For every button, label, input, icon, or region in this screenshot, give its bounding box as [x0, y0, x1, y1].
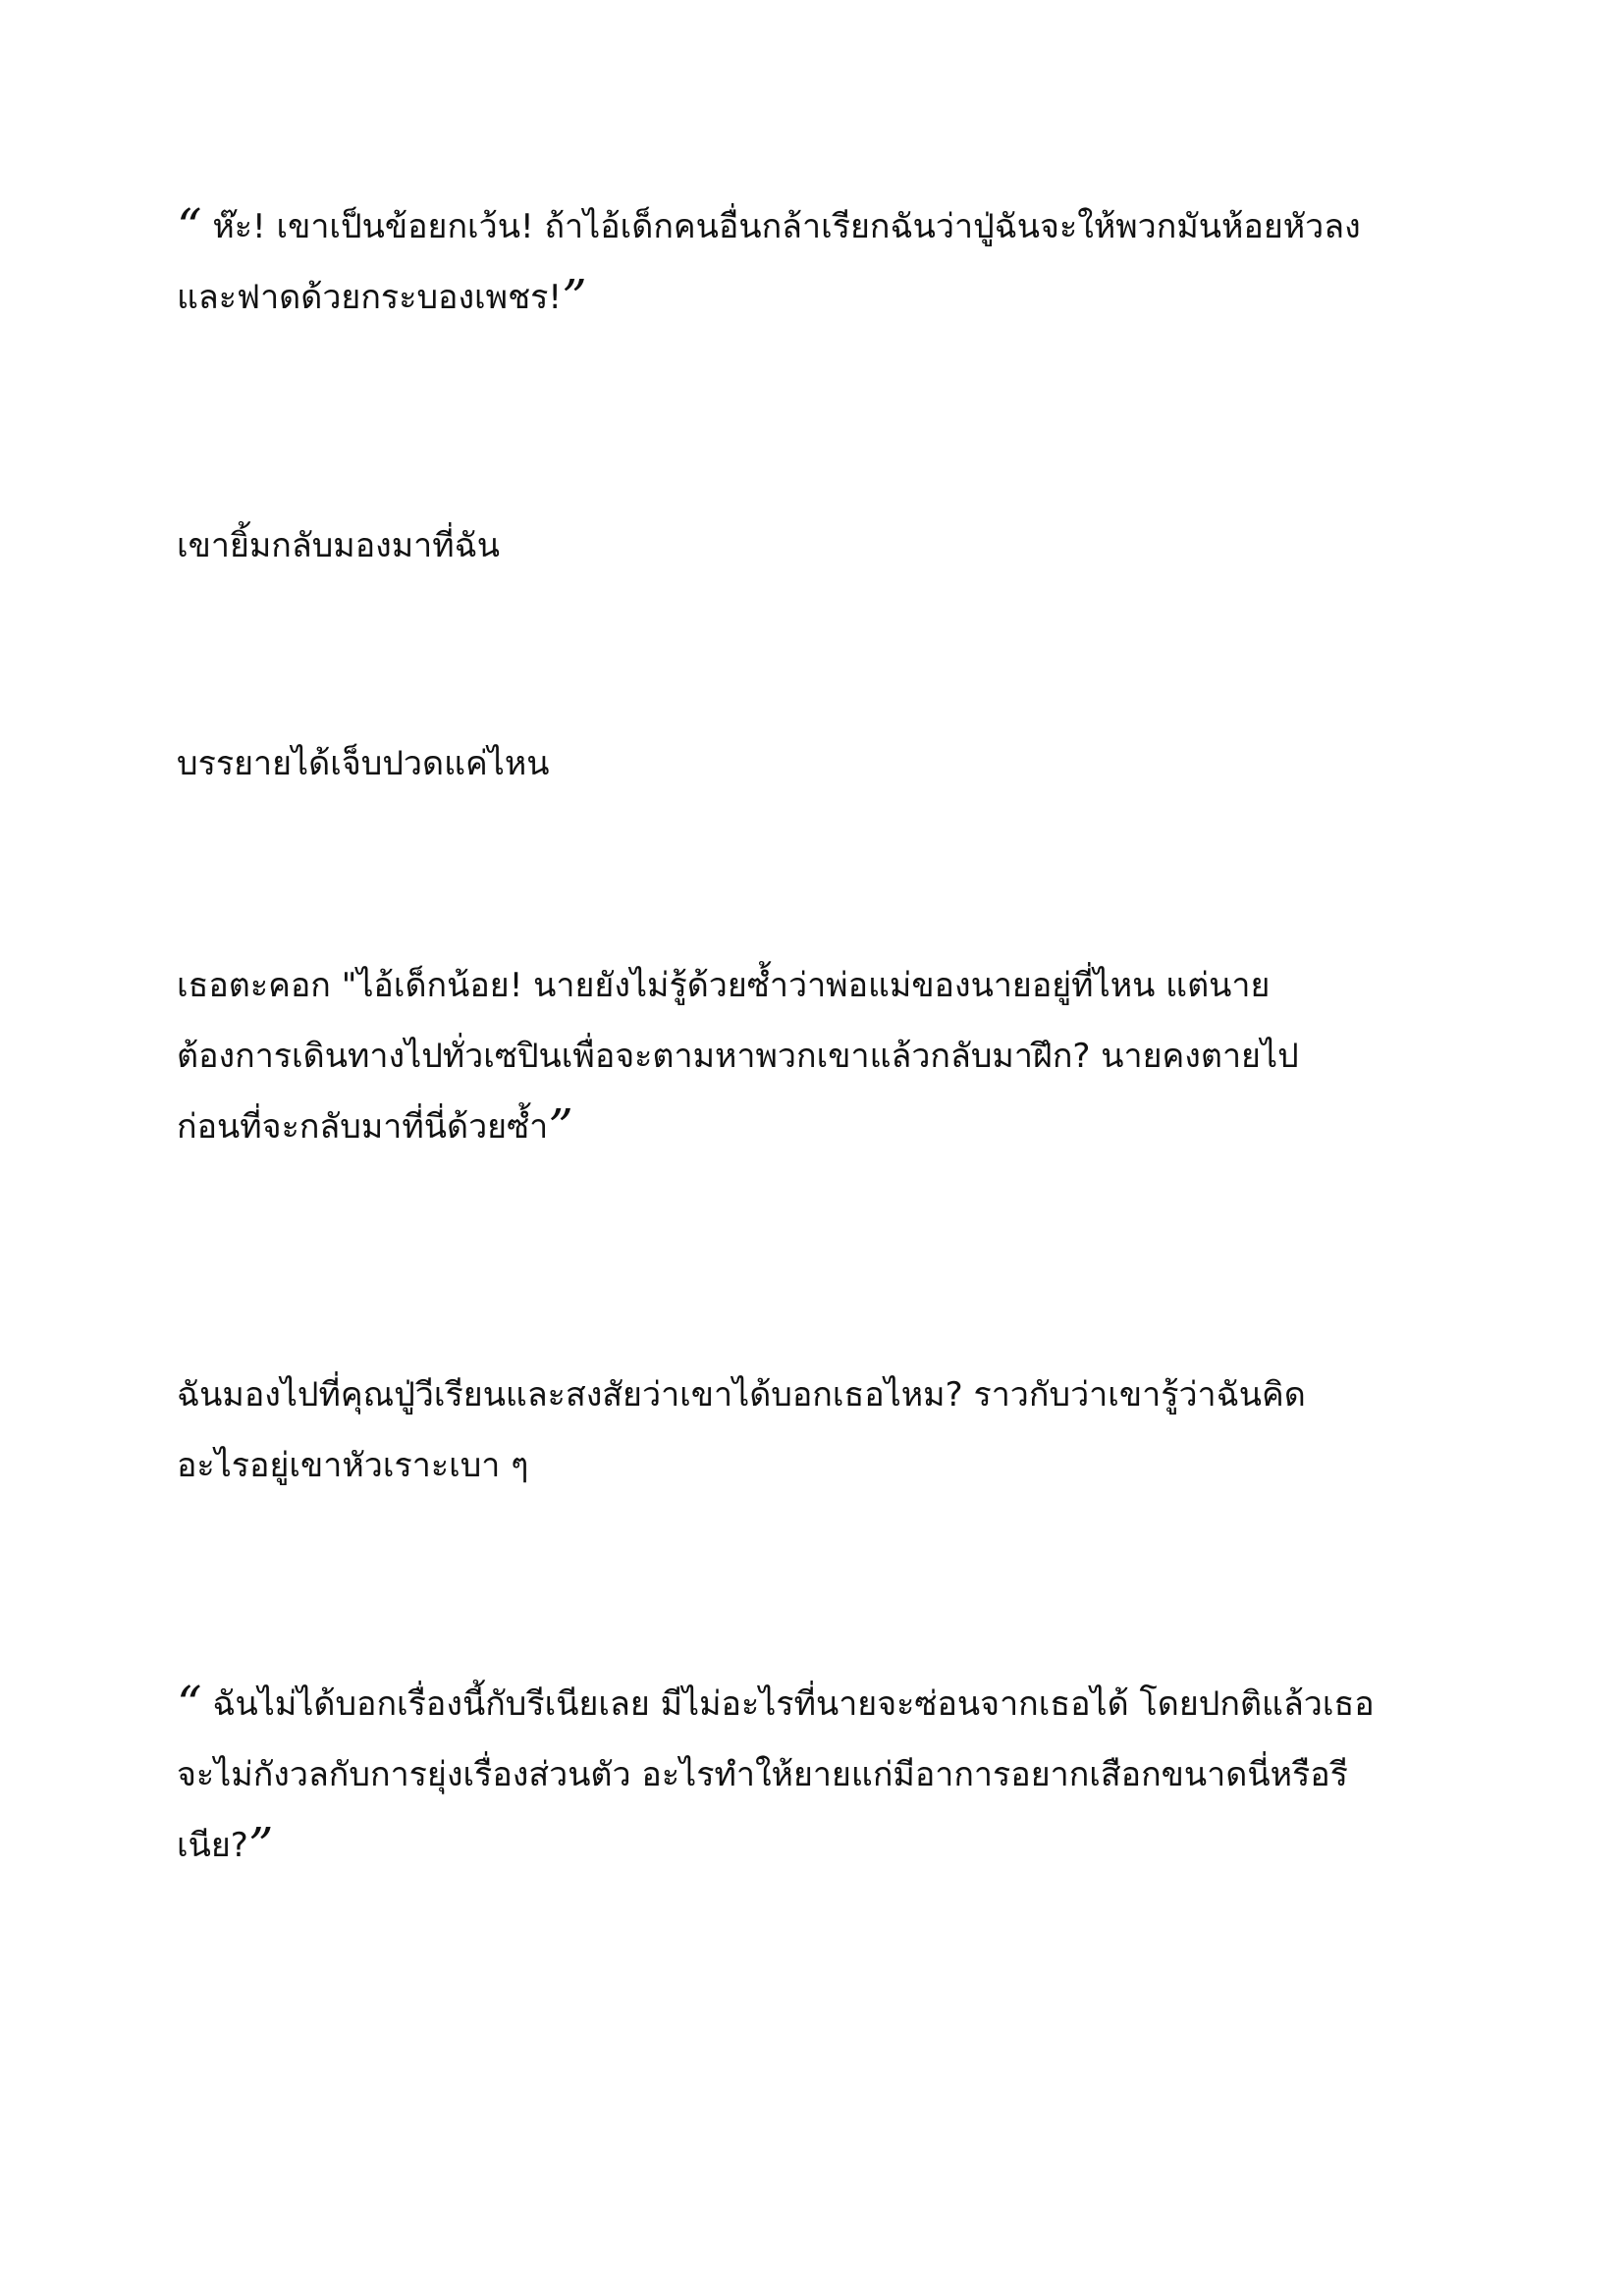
paragraph-line — [177, 1021, 1473, 1092]
line-text: เนีย? — [177, 1826, 248, 1865]
paragraph-line — [177, 950, 1473, 1021]
paragraph-6 — [177, 1669, 1473, 1881]
paragraph-3 — [177, 728, 1473, 799]
paragraph-line — [177, 1669, 1473, 1739]
paragraph-line — [177, 728, 1473, 799]
line-text: ก่อนที่จะกลับมาที่นี่ด้วยซ้ำ — [177, 1107, 549, 1147]
paragraph-line — [177, 1810, 1473, 1881]
paragraph-2 — [177, 510, 1473, 581]
line-text: ห๊ะ! เขาเป็นข้อยกเว้น! ถ้าไอ้เด็กคนอื่นกล้าเรียกฉันว่าปู่ฉันจะให้พวกมันห้อยหัวลง — [201, 207, 1361, 246]
close-quote: ” — [548, 1098, 573, 1155]
line-text: เธอตะคอก "ไอ้เด็กน้อย! นายยังไม่รู้ด้วยซ้ำว่าพ่อแม่ของนายอยู่ที่ไหน แต่นาย — [177, 966, 1271, 1005]
paragraph-line — [177, 1430, 1473, 1501]
line-text: อะไรอยู่เขาหัวเราะเบา ๆ — [177, 1446, 529, 1485]
paragraph-line — [177, 1739, 1473, 1810]
open-quote: “ — [177, 198, 202, 255]
line-text: ต้องการเดินทางไปทั่วเซปินเพื่อจะตามหาพวกเขาแล้วกลับมาฝึก? นายคงตายไป — [177, 1037, 1299, 1076]
paragraph-5 — [177, 1360, 1473, 1501]
line-text: เขายิ้มกลับมองมาที่ฉัน — [177, 526, 501, 565]
line-text: และฟาดด้วยกระบองเพชร! — [177, 278, 563, 317]
line-text: จะไม่กังวลกับการยุ่งเรื่องส่วนตัว อะไรทำให้ยายแก่มีอาการอยากเสือกขนาดนี่หรือรี — [177, 1755, 1348, 1794]
paragraph-line — [177, 510, 1473, 581]
line-text: บรรยายได้เจ็บปวดแค่ไหน — [177, 744, 550, 783]
paragraph-line — [177, 1360, 1473, 1430]
close-quote: ” — [247, 1817, 274, 1874]
line-text: ฉันมองไปที่คุณปู่วีเรียนและสงสัยว่าเขาได้บอกเธอไหม? ราวกับว่าเขารู้ว่าฉันคิด — [177, 1375, 1306, 1415]
paragraph-4 — [177, 950, 1473, 1162]
paragraph-line — [177, 1092, 1473, 1162]
paragraph-line — [177, 262, 1473, 333]
paragraph-1 — [177, 191, 1473, 333]
line-text: ฉันไม่ได้บอกเรื่องนี้กับรีเนียเลย มีไม่อะไรที่นายจะซ่อนจากเธอได้ โดยปกติแล้วเธอ — [201, 1684, 1375, 1724]
close-quote: ” — [562, 269, 587, 326]
paragraph-line — [177, 191, 1473, 262]
open-quote: “ — [177, 1676, 202, 1733]
